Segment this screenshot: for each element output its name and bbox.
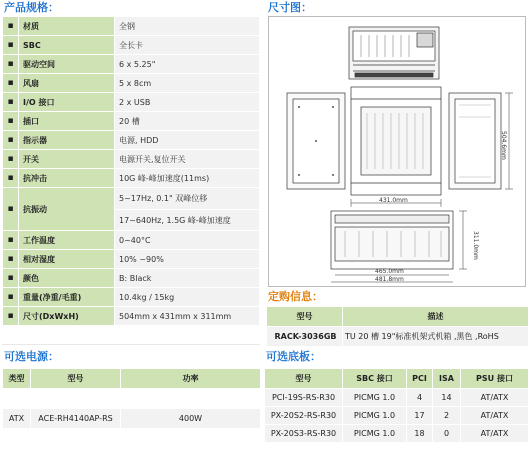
board-cell: 4 <box>407 389 433 407</box>
spec-row <box>3 307 260 326</box>
board-cell: PX-20S3-RS-R30 <box>265 425 343 443</box>
power-model: ACE-RH4140AP-RS <box>31 409 121 429</box>
spec-row <box>3 269 260 288</box>
spec-row <box>3 288 260 307</box>
board-cell: AT/ATX <box>461 425 529 443</box>
bullet-icon: ▪ <box>3 150 19 169</box>
height-dim-line <box>459 211 467 269</box>
table-row <box>265 389 529 407</box>
order-desc: TU 20 槽 19"标准机架式机箱 ,黑色 ,RoHS <box>343 327 529 347</box>
spec-label: 驱动空间 <box>19 55 115 74</box>
spec-row <box>3 17 260 36</box>
spec-value-line: 17~640Hz, 1.5G 峰-峰加速度 <box>115 209 259 230</box>
chassis-front-view <box>349 27 439 79</box>
spec-label: 抗振动 <box>19 188 115 231</box>
spec-row <box>3 74 260 93</box>
dim-depth: 504.6mm <box>500 131 507 160</box>
bullet-icon: ▪ <box>3 307 19 326</box>
table-row <box>265 425 529 443</box>
bullet-icon: ▪ <box>3 17 19 36</box>
spec-label: I/O 接口 <box>19 93 115 112</box>
spec-row <box>3 250 260 269</box>
drawing-title: 尺寸图： <box>268 1 312 14</box>
dim-front-inner: 465.0mm <box>375 268 404 275</box>
spec-label: 指示器 <box>19 131 115 150</box>
spec-value: 全长卡 <box>115 36 260 55</box>
bullet-icon: ▪ <box>3 131 19 150</box>
board-cell: PX-20S2-RS-R30 <box>265 407 343 425</box>
spec-value: 电源, HDD <box>115 131 260 150</box>
spacer-row <box>3 389 261 409</box>
power-title: 可选电源： <box>4 350 59 363</box>
board-header-isa: ISA <box>433 369 461 389</box>
bullet-icon: ▪ <box>3 231 19 250</box>
spec-row <box>3 112 260 131</box>
spec-row <box>3 55 260 74</box>
spec-value: 2 x USB <box>115 93 260 112</box>
power-header-model: 型号 <box>31 369 121 389</box>
spec-label: 尺寸(DxWxH) <box>19 307 115 326</box>
spec-row <box>3 231 260 250</box>
spec-row <box>3 150 260 169</box>
chassis-top-view <box>351 87 441 195</box>
spec-label: 风扇 <box>19 74 115 93</box>
bullet-icon: ▪ <box>3 55 19 74</box>
spec-label: 抗冲击 <box>19 169 115 188</box>
board-cell: PICMG 1.0 <box>343 389 407 407</box>
order-title: 定购信息： <box>268 290 323 303</box>
spec-label: 开关 <box>19 150 115 169</box>
board-cell: PCI-19S-RS-R30 <box>265 389 343 407</box>
spec-label: 相对湿度 <box>19 250 115 269</box>
bullet-icon: ▪ <box>3 250 19 269</box>
board-cell: AT/ATX <box>461 389 529 407</box>
bullet-icon: ▪ <box>3 36 19 55</box>
spec-value: 6 x 5.25" <box>115 55 260 74</box>
bullet-icon: ▪ <box>3 112 19 131</box>
chassis-drawing-svg <box>269 17 525 286</box>
spec-label: 插口 <box>19 112 115 131</box>
power-table <box>2 368 261 429</box>
bullet-icon: ▪ <box>3 269 19 288</box>
board-cell: PICMG 1.0 <box>343 407 407 425</box>
dim-front-outer: 481.8mm <box>375 276 404 283</box>
spec-value: 5 x 8cm <box>115 74 260 93</box>
spec-row <box>3 131 260 150</box>
spec-value <box>115 188 260 231</box>
spec-value: 电源开关,复位开关 <box>115 150 260 169</box>
bullet-icon: ▪ <box>3 169 19 188</box>
backplane-table <box>264 368 529 443</box>
spec-label: 材质 <box>19 17 115 36</box>
board-header-model: 型号 <box>265 369 343 389</box>
board-title: 可选底板： <box>266 350 321 363</box>
divider <box>2 344 260 345</box>
power-watt: 400W <box>121 409 261 429</box>
order-table <box>266 306 529 347</box>
spec-title: 产品规格： <box>4 1 59 14</box>
board-header-psu: PSU 接口 <box>461 369 529 389</box>
board-header-sbc: SBC 接口 <box>343 369 407 389</box>
dim-width-top: 431.0mm <box>379 197 408 204</box>
spec-label: SBC <box>19 36 115 55</box>
board-cell: 17 <box>407 407 433 425</box>
bullet-icon: ▪ <box>3 93 19 112</box>
board-cell: PICMG 1.0 <box>343 425 407 443</box>
spec-label: 重量(净重/毛重) <box>19 288 115 307</box>
table-row <box>265 407 529 425</box>
spec-value: 10.4kg / 15kg <box>115 288 260 307</box>
spec-value-line: 5~17Hz, 0.1" 双峰位移 <box>119 194 208 203</box>
bullet-icon: ▪ <box>3 288 19 307</box>
power-header-watt: 功率 <box>121 369 261 389</box>
board-cell: 18 <box>407 425 433 443</box>
spec-value: 全钢 <box>115 17 260 36</box>
spec-value: 10% ~90% <box>115 250 260 269</box>
power-type: ATX <box>3 409 31 429</box>
power-header-type: 类型 <box>3 369 31 389</box>
spec-row <box>3 188 260 231</box>
table-row <box>3 409 261 429</box>
order-header-desc: 描述 <box>343 307 529 327</box>
order-header-model: 型号 <box>267 307 343 327</box>
spec-label: 颜色 <box>19 269 115 288</box>
bullet-icon: ▪ <box>3 188 19 231</box>
spec-value: B: Black <box>115 269 260 288</box>
board-cell: 14 <box>433 389 461 407</box>
spec-value: 10G 峰-峰加速度(11ms) <box>115 169 260 188</box>
spec-row <box>3 169 260 188</box>
spec-row <box>3 36 260 55</box>
spec-value: 504mm x 431mm x 311mm <box>115 307 260 326</box>
table-row <box>267 327 529 347</box>
bullet-icon: ▪ <box>3 74 19 93</box>
board-cell: 2 <box>433 407 461 425</box>
spec-row <box>3 93 260 112</box>
board-cell: AT/ATX <box>461 407 529 425</box>
dimension-drawing <box>268 16 526 287</box>
spec-label: 工作温度 <box>19 231 115 250</box>
spec-value: 0~40°C <box>115 231 260 250</box>
board-header-pci: PCI <box>407 369 433 389</box>
spec-table <box>2 16 260 326</box>
board-cell: 0 <box>433 425 461 443</box>
chassis-right-view <box>449 93 501 189</box>
dim-height: 311.0mm <box>472 231 479 260</box>
spec-value: 20 槽 <box>115 112 260 131</box>
order-model: RACK-3036GB <box>267 327 343 347</box>
chassis-bottom-view <box>331 211 453 269</box>
